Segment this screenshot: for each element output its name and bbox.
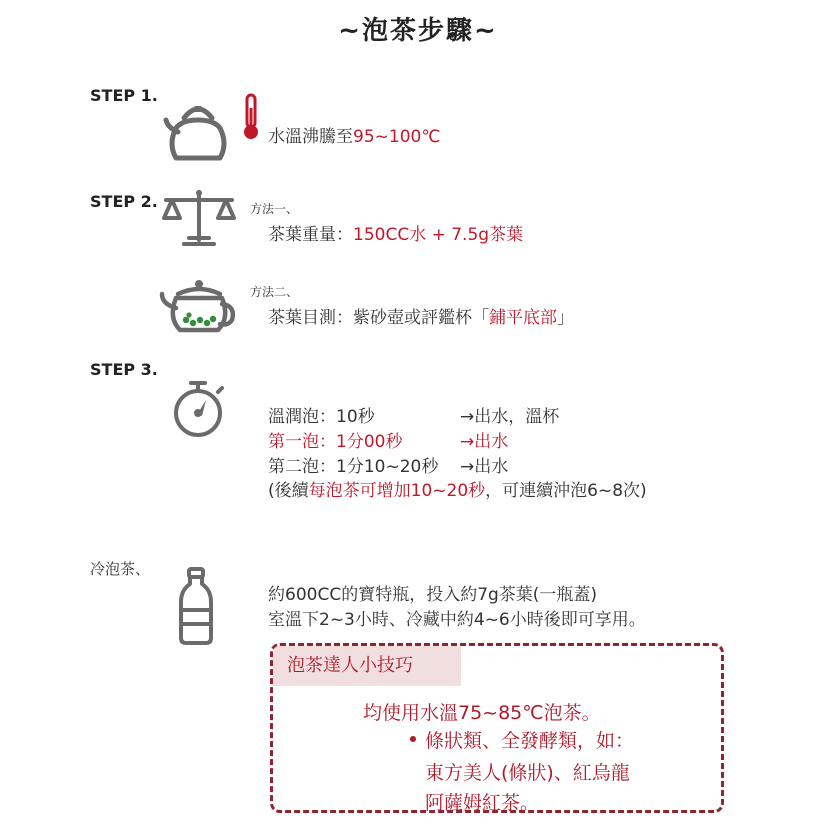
tips-line-4: 阿薩姆紅茶。 [425, 792, 540, 814]
tips-box [270, 643, 724, 813]
method2-suffix: 」 [557, 308, 574, 328]
step3-label: STEP 3. [90, 360, 158, 379]
bullet-icon [410, 736, 416, 742]
step3-row-2-result: →出水 [460, 432, 509, 452]
method1-label: 方法一、 [250, 202, 299, 216]
method1-value: 150CC水 + 7.5g茶葉 [353, 225, 524, 245]
method2-text [268, 303, 574, 328]
step3-row-1 [268, 402, 375, 427]
step3-row-3 [268, 452, 438, 477]
step1-text-prefix: 水溫沸騰至 [268, 127, 353, 147]
step2-label: STEP 2. [90, 192, 158, 211]
method1-prefix: 茶葉重量： [268, 225, 353, 245]
teapot-icon [158, 274, 240, 336]
method1-text [268, 220, 523, 245]
step1-temperature: 95~100℃ [353, 127, 441, 147]
step3-row-name: 第一泡：1分00秒 [268, 432, 403, 452]
step3-note-prefix: (後續 [268, 481, 309, 501]
cold-brew-line-1: 約600CC的寶特瓶，投入約7g茶葉(一瓶蓋) [268, 585, 598, 605]
step3-note-highlight: 每泡茶可增加10~20秒 [308, 481, 486, 501]
tips-line-3: 東方美人(條狀)、紅烏龍 [425, 762, 630, 784]
step1-label: STEP 1. [90, 86, 158, 105]
tips-line-2: 條狀類、全發酵類，如： [425, 730, 635, 752]
method2-prefix: 茶葉目測：紫砂壺或評鑑杯「 [268, 308, 489, 328]
balance-scale-icon [158, 188, 240, 250]
cold-brew-label: 冷泡茶、 [90, 560, 151, 578]
step3-row-name: 溫潤泡：10秒 [268, 407, 375, 427]
thermometer-icon [240, 92, 262, 142]
step1-text [268, 122, 440, 147]
step3-row-2 [268, 427, 402, 452]
cold-brew-line-2: 室溫下2~3小時、冷藏中約4~6小時後即可享用。 [268, 610, 646, 630]
tips-line-1: 均使用水溫75~85℃泡茶。 [363, 702, 601, 724]
step3-row-name: 第二泡：1分10~20秒 [268, 457, 439, 477]
method2-label: 方法二、 [250, 285, 299, 299]
step3-row-3-result: →出水 [460, 457, 509, 477]
page-title: ~泡茶步驟~ [338, 16, 498, 46]
step3-note [268, 476, 647, 501]
tips-heading: 泡茶達人小技巧 [273, 646, 461, 686]
bottle-icon [176, 566, 216, 646]
stopwatch-icon [170, 378, 226, 440]
method2-value: 鋪平底部 [489, 308, 557, 328]
step3-row-1-result: →出水，溫杯 [460, 407, 560, 427]
step3-note-suffix: ，可連續沖泡6~8次) [485, 481, 647, 501]
kettle-icon [162, 98, 234, 164]
